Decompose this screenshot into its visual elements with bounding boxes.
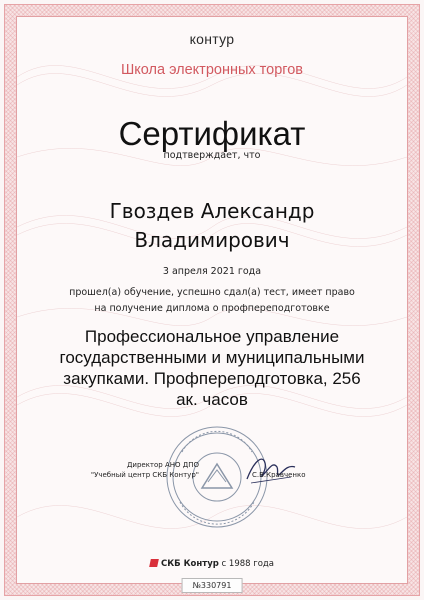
skb-logo-icon — [149, 559, 159, 567]
certificate-number: №330791 — [182, 578, 243, 593]
signature-icon — [241, 449, 301, 489]
course-title — [37, 326, 387, 410]
course-line3: закупками. Профпереподготовка, 256 — [63, 369, 361, 388]
certificate-subtitle: подтверждает, что — [163, 150, 261, 161]
brand-name: СКБ Контур — [160, 559, 219, 569]
certificate-title: Сертификат — [118, 115, 306, 152]
completion-line1: прошел(а) обучение, успешно сдал(а) тест, имеет право — [69, 287, 355, 298]
completion-line2: на получение диплома о профпереподготовке — [94, 303, 330, 314]
logo-text: контур — [189, 31, 235, 47]
completion-statement — [17, 285, 407, 317]
course-line1: Профессиональное управление — [84, 327, 340, 346]
recipient-name-line2: Владимирович — [134, 228, 290, 252]
director-line2: "Учебный центр СКБ Контур" — [90, 471, 199, 479]
recipient-name-line1: Гвоздев Александр — [109, 199, 315, 223]
issue-date: 3 апреля 2021 года — [162, 266, 262, 277]
signer-name: С.В.Кравченко — [252, 471, 306, 479]
director-title — [79, 460, 199, 480]
course-line4: ак. часов — [176, 390, 248, 409]
director-line1: Директор АНО ДПО — [126, 461, 199, 469]
course-line2: государственными и муниципальными — [59, 348, 365, 367]
kontur-logo — [17, 31, 407, 47]
brand-since: с 1988 года — [221, 559, 274, 569]
recipient-name — [17, 197, 407, 255]
footer-brand — [17, 559, 407, 569]
certificate-body — [16, 16, 408, 590]
school-name: Школа электронных торгов — [120, 62, 304, 78]
